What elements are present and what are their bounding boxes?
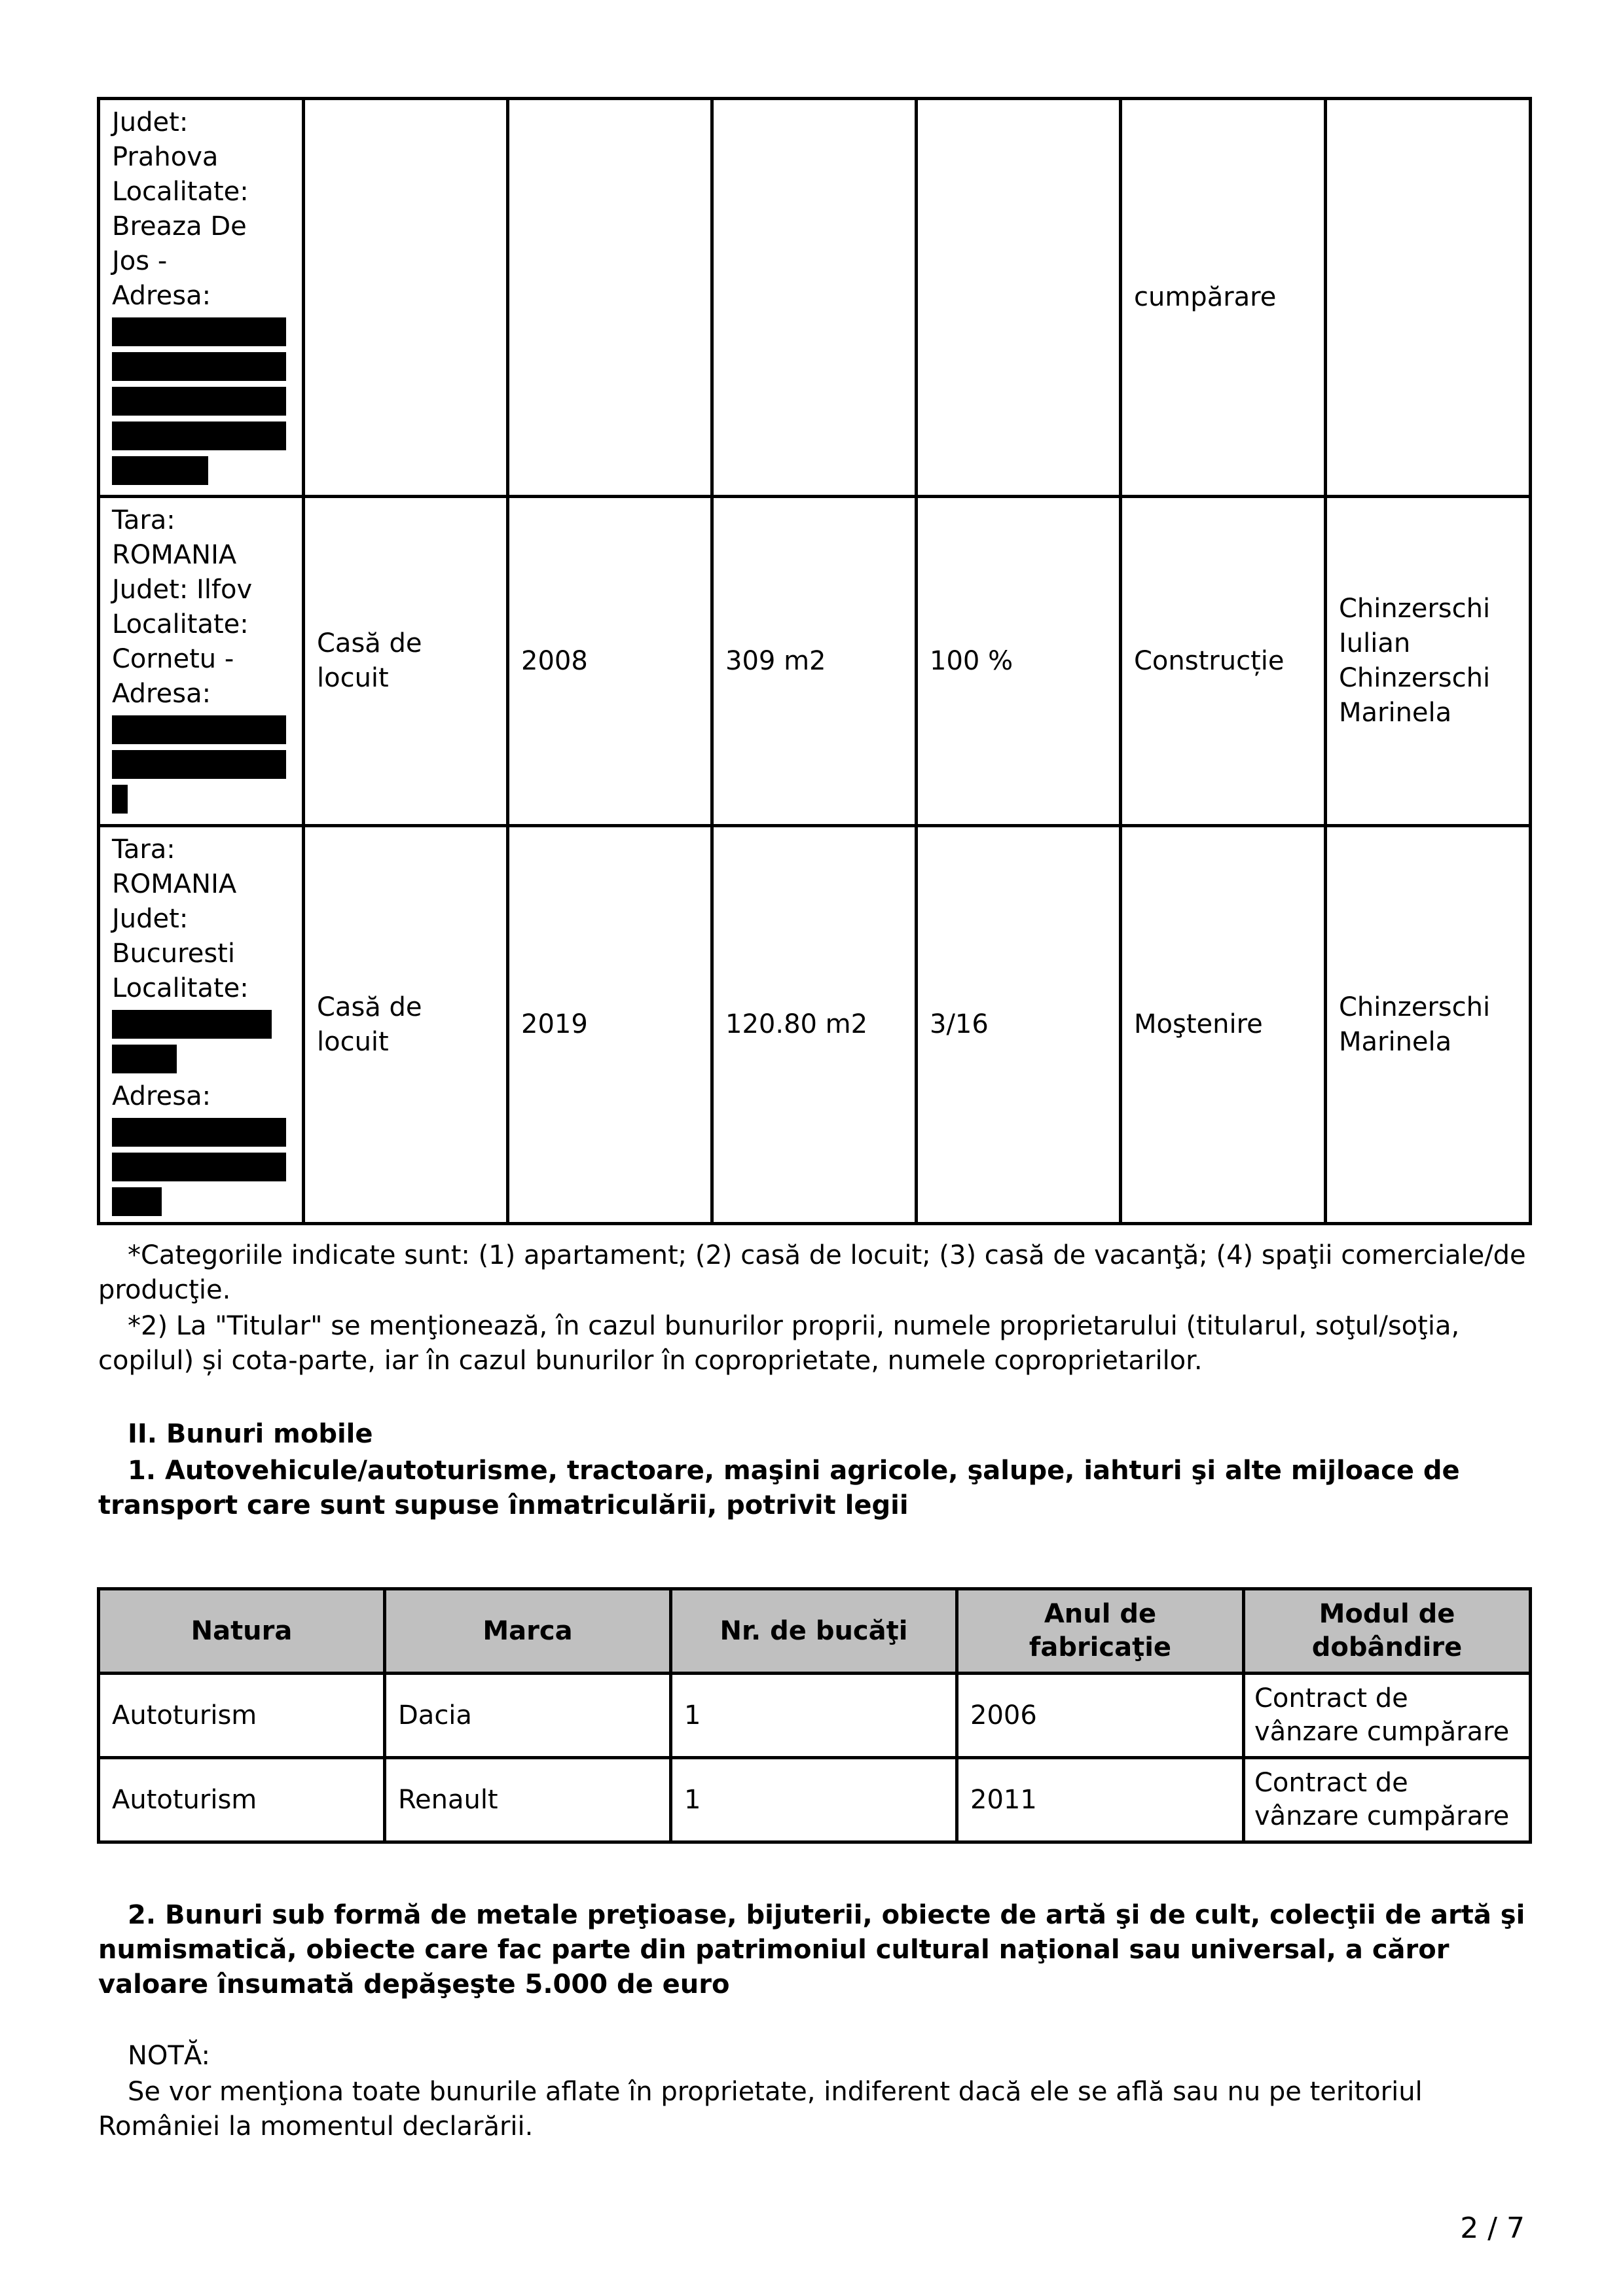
redaction-bar	[112, 1118, 286, 1147]
table-cell: Contract de vânzare cumpărare	[1244, 1758, 1531, 1842]
location-cell	[99, 497, 304, 826]
note-label: NOTĂ:	[128, 2041, 210, 2071]
surface-cell: 309 m2	[712, 497, 917, 826]
acquisition-cell: cumpărare	[1121, 99, 1326, 497]
redaction-bar	[112, 785, 128, 814]
location-line: ROMANIA	[112, 540, 237, 570]
redaction-bar	[112, 387, 286, 416]
location-line: Prahova	[112, 142, 219, 172]
location-line: Judet: Ilfov	[112, 575, 253, 605]
location-line: Adresa:	[112, 679, 211, 709]
categories-note: *Categoriile indicate sunt: (1) apartament; (2) casă de locuit; (3) casă de vacanţă; (4) spaţii comerciale/de producţie.	[98, 1240, 1526, 1305]
column-header: Natura	[99, 1589, 385, 1674]
table-row	[99, 826, 1531, 1224]
table-cell: 2011	[957, 1758, 1244, 1842]
redaction-bar	[112, 352, 286, 381]
section-heading: 2. Bunuri sub formă de metale preţioase, bijuterii, obiecte de artă şi de cult, colecţii de artă şi numismatică, obiecte care fac parte din patrimoniul cultural naţional sau universal, a căror valoare însumată depăşeşte 5.000 de euro	[98, 1900, 1525, 2000]
redaction-bar	[112, 1010, 272, 1039]
table-row	[99, 497, 1531, 826]
column-header: Modul de dobândire	[1244, 1589, 1531, 1674]
real-estate-table	[97, 97, 1532, 1225]
location-line: Adresa:	[112, 1081, 211, 1111]
titular-note: *2) La "Titular" se menţionează, în cazul bunurilor proprii, numele proprietarului (titularul, soţul/soţia, copilul) și cota-parte, iar în cazul bunurilor în coproprietate, numele coproprietarilor.	[98, 1311, 1460, 1376]
table-row	[99, 1758, 1531, 1842]
share-cell: 3/16	[917, 826, 1121, 1224]
redaction-bar	[112, 422, 286, 450]
share-cell	[917, 99, 1121, 497]
owner-cell	[1326, 99, 1531, 497]
page-number: 2 / 7	[1460, 2212, 1525, 2245]
column-header: Nr. de bucăţi	[671, 1589, 957, 1674]
table-cell: Autoturism	[99, 1758, 385, 1842]
location-line: Localitate:	[112, 973, 249, 1003]
redaction-bar	[112, 317, 286, 346]
table-cell: Contract de vânzare cumpărare	[1244, 1674, 1531, 1758]
section-heading: II. Bunuri mobile	[128, 1419, 373, 1449]
location-line: Cornetu -	[112, 644, 234, 674]
location-line: Judet:	[112, 107, 189, 137]
section-subheading: 1. Autovehicule/autoturisme, tractoare, maşini agricole, şalupe, iahturi şi alte mijloace de transport care sunt supuse înmatriculării, potrivit legii	[98, 1456, 1460, 1520]
table-cell: Dacia	[385, 1674, 671, 1758]
acquisition-cell: Construcție	[1121, 497, 1326, 826]
redaction-bar	[112, 715, 286, 744]
surface-cell: 120.80 m2	[712, 826, 917, 1224]
category-cell	[304, 99, 508, 497]
redaction-bar	[112, 456, 208, 485]
location-line: Localitate:	[112, 177, 249, 207]
share-cell: 100 %	[917, 497, 1121, 826]
location-cell	[99, 99, 304, 497]
table-row	[99, 99, 1531, 497]
vehicles-table	[97, 1587, 1532, 1844]
redaction-bar	[112, 1045, 177, 1073]
location-line: Bucuresti	[112, 939, 235, 969]
category-cell: Casă de locuit	[304, 497, 508, 826]
location-line: Tara:	[112, 834, 175, 865]
owner-cell: Chinzerschi Iulian Chinzerschi Marinela	[1326, 497, 1531, 826]
redaction-bar	[112, 750, 286, 779]
category-cell: Casă de locuit	[304, 826, 508, 1224]
table-row	[99, 1674, 1531, 1758]
acquisition-cell: Moştenire	[1121, 826, 1326, 1224]
location-line: Localitate:	[112, 609, 249, 639]
table-cell: 1	[671, 1674, 957, 1758]
table-cell: Renault	[385, 1758, 671, 1842]
year-cell	[508, 99, 712, 497]
location-line: Judet:	[112, 904, 189, 934]
location-line: Jos -	[112, 246, 168, 276]
location-line: ROMANIA	[112, 869, 237, 899]
location-line: Adresa:	[112, 281, 211, 311]
location-line: Tara:	[112, 505, 175, 535]
note-text: Se vor menţiona toate bunurile aflate în proprietate, indiferent dacă ele se află sau nu pe teritoriul României la momentul declarării.	[98, 2077, 1423, 2142]
location-cell	[99, 826, 304, 1224]
owner-cell: Chinzerschi Marinela	[1326, 826, 1531, 1224]
location-line: Breaza De	[112, 211, 247, 242]
surface-cell	[712, 99, 917, 497]
table-cell: 1	[671, 1758, 957, 1842]
year-cell: 2008	[508, 497, 712, 826]
redaction-bar	[112, 1187, 162, 1216]
table-cell: Autoturism	[99, 1674, 385, 1758]
column-header: Marca	[385, 1589, 671, 1674]
table-header-row	[99, 1589, 1531, 1674]
redaction-bar	[112, 1153, 286, 1181]
column-header: Anul de fabricaţie	[957, 1589, 1244, 1674]
year-cell: 2019	[508, 826, 712, 1224]
table-cell: 2006	[957, 1674, 1244, 1758]
